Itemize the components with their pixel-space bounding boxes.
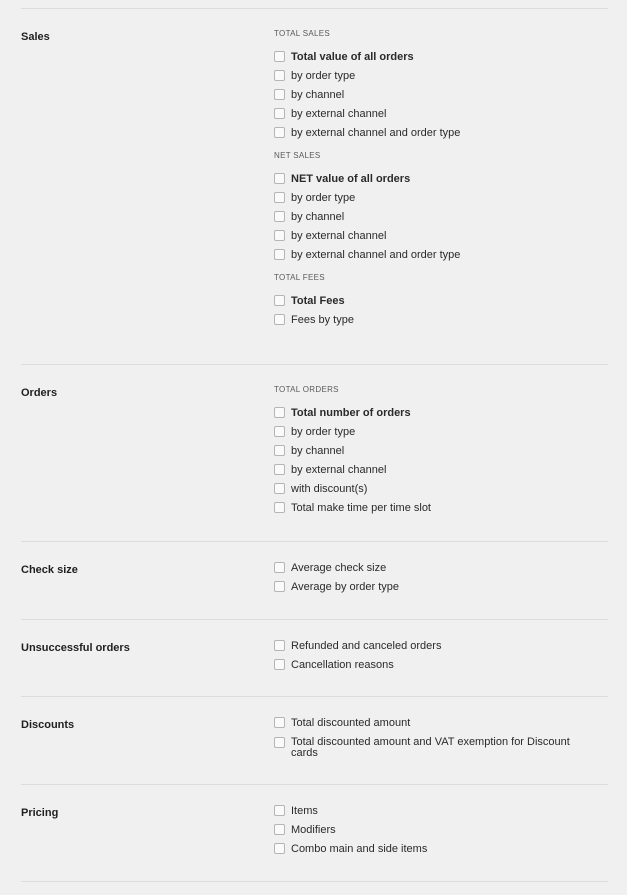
checkbox-net-by-channel[interactable] (274, 212, 608, 231)
checkbox-discount-and-vat-exemption[interactable] (274, 737, 574, 759)
option-label: by order type (291, 70, 356, 82)
checkbox-icon[interactable] (274, 70, 285, 81)
checkbox-icon[interactable] (274, 51, 285, 62)
options-discounts (274, 718, 608, 759)
checkbox-icon[interactable] (274, 659, 285, 670)
option-label: by channel (291, 89, 345, 101)
checkbox-net-by-external-channel-and-order-type[interactable] (274, 250, 608, 269)
checkbox-icon[interactable] (274, 89, 285, 100)
option-label: by external channel (291, 108, 387, 120)
option-label: Items (291, 805, 318, 817)
checkbox-icon[interactable] (274, 173, 285, 184)
section-check-size (21, 542, 608, 620)
checkbox-sales-by-external-channel[interactable] (274, 109, 608, 128)
options-unsuccessful-orders (274, 641, 608, 679)
option-label: by order type (291, 192, 356, 204)
option-label: by external channel and order type (291, 127, 461, 139)
checkbox-net-by-order-type[interactable] (274, 193, 608, 212)
checkbox-orders-with-discounts[interactable] (274, 484, 608, 503)
option-label: NET value of all orders (291, 173, 411, 185)
option-label: Refunded and canceled orders (291, 640, 442, 652)
options-pricing (274, 806, 608, 863)
checkbox-icon[interactable] (274, 314, 285, 325)
checkbox-total-value-of-all-orders[interactable] (274, 52, 608, 71)
checkbox-net-value-of-all-orders[interactable] (274, 174, 608, 193)
option-label: by external channel (291, 464, 387, 476)
option-label: Total value of all orders (291, 51, 414, 63)
checkbox-icon[interactable] (274, 640, 285, 651)
checkbox-icon[interactable] (274, 426, 285, 437)
section-pricing (21, 785, 608, 882)
section-title: Orders (21, 387, 58, 399)
checkbox-icon[interactable] (274, 464, 285, 475)
option-label: by channel (291, 211, 345, 223)
option-label: Total make time per time slot (291, 502, 431, 514)
checkbox-total-discounted-amount[interactable] (274, 718, 608, 737)
option-label: Average check size (291, 562, 387, 574)
group-total-fees (274, 273, 608, 334)
checkbox-orders-by-order-type[interactable] (274, 427, 608, 446)
option-label: Combo main and side items (291, 843, 428, 855)
section-title: Discounts (21, 719, 75, 731)
option-label: Modifiers (291, 824, 336, 836)
checkbox-net-by-external-channel[interactable] (274, 231, 608, 250)
checkbox-icon[interactable] (274, 737, 285, 748)
section-orders (21, 365, 608, 542)
group-label: NET SALES (274, 151, 321, 160)
checkbox-icon[interactable] (274, 445, 285, 456)
checkbox-icon[interactable] (274, 230, 285, 241)
checkbox-icon[interactable] (274, 824, 285, 835)
option-label: by external channel and order type (291, 249, 461, 261)
group-total-orders (274, 385, 608, 522)
checkbox-total-make-time-per-time-slot[interactable] (274, 503, 608, 522)
checkbox-refunded-and-canceled-orders[interactable] (274, 641, 608, 660)
option-label: Average by order type (291, 581, 400, 593)
checkbox-fees-by-type[interactable] (274, 315, 608, 334)
checkbox-icon[interactable] (274, 562, 285, 573)
option-label: by external channel (291, 230, 387, 242)
section-discounts (21, 697, 608, 785)
checkbox-icon[interactable] (274, 192, 285, 203)
checkbox-items[interactable] (274, 806, 608, 825)
checkbox-cancellation-reasons[interactable] (274, 660, 608, 679)
option-label: Fees by type (291, 314, 354, 326)
checkbox-orders-by-channel[interactable] (274, 446, 608, 465)
checkbox-average-by-order-type[interactable] (274, 582, 608, 601)
checkbox-sales-by-external-channel-and-order-type[interactable] (274, 128, 608, 147)
section-title: Check size (21, 564, 78, 576)
checkbox-sales-by-order-type[interactable] (274, 71, 608, 90)
checkbox-icon[interactable] (274, 581, 285, 592)
checkbox-icon[interactable] (274, 843, 285, 854)
option-label: Total number of orders (291, 407, 411, 419)
option-label: with discount(s) (291, 483, 368, 495)
checkbox-total-number-of-orders[interactable] (274, 408, 608, 427)
checkbox-modifiers[interactable] (274, 825, 608, 844)
group-label: TOTAL FEES (274, 273, 325, 282)
checkbox-icon[interactable] (274, 407, 285, 418)
group-label: TOTAL ORDERS (274, 385, 339, 394)
section-unsuccessful-orders (21, 620, 608, 697)
checkbox-average-check-size[interactable] (274, 563, 608, 582)
option-label: by order type (291, 426, 356, 438)
checkbox-icon[interactable] (274, 717, 285, 728)
option-label: Cancellation reasons (291, 659, 394, 671)
checkbox-icon[interactable] (274, 249, 285, 260)
section-title: Pricing (21, 807, 59, 819)
option-label: Total discounted amount (291, 717, 411, 729)
checkbox-combo-main-and-side-items[interactable] (274, 844, 608, 863)
group-label: TOTAL SALES (274, 29, 331, 38)
option-label: Total Fees (291, 295, 345, 307)
checkbox-total-fees[interactable] (274, 296, 608, 315)
checkbox-orders-by-external-channel[interactable] (274, 465, 608, 484)
checkbox-icon[interactable] (274, 108, 285, 119)
checkbox-sales-by-channel[interactable] (274, 90, 608, 109)
group-net-sales (274, 151, 608, 269)
option-label: Total discounted amount and VAT exemption for Discount cards (291, 736, 570, 759)
group-total-sales (274, 29, 608, 147)
options-check-size (274, 563, 608, 601)
section-title: Sales (21, 31, 50, 43)
option-label: by channel (291, 445, 345, 457)
checkbox-icon[interactable] (274, 211, 285, 222)
checkbox-icon[interactable] (274, 502, 285, 513)
checkbox-icon[interactable] (274, 295, 285, 306)
checkbox-icon[interactable] (274, 127, 285, 138)
section-sales (21, 9, 608, 365)
checkbox-icon[interactable] (274, 805, 285, 816)
options-orders (274, 385, 608, 522)
options-sales (274, 29, 608, 334)
checkbox-icon[interactable] (274, 483, 285, 494)
section-title: Unsuccessful orders (21, 642, 130, 654)
